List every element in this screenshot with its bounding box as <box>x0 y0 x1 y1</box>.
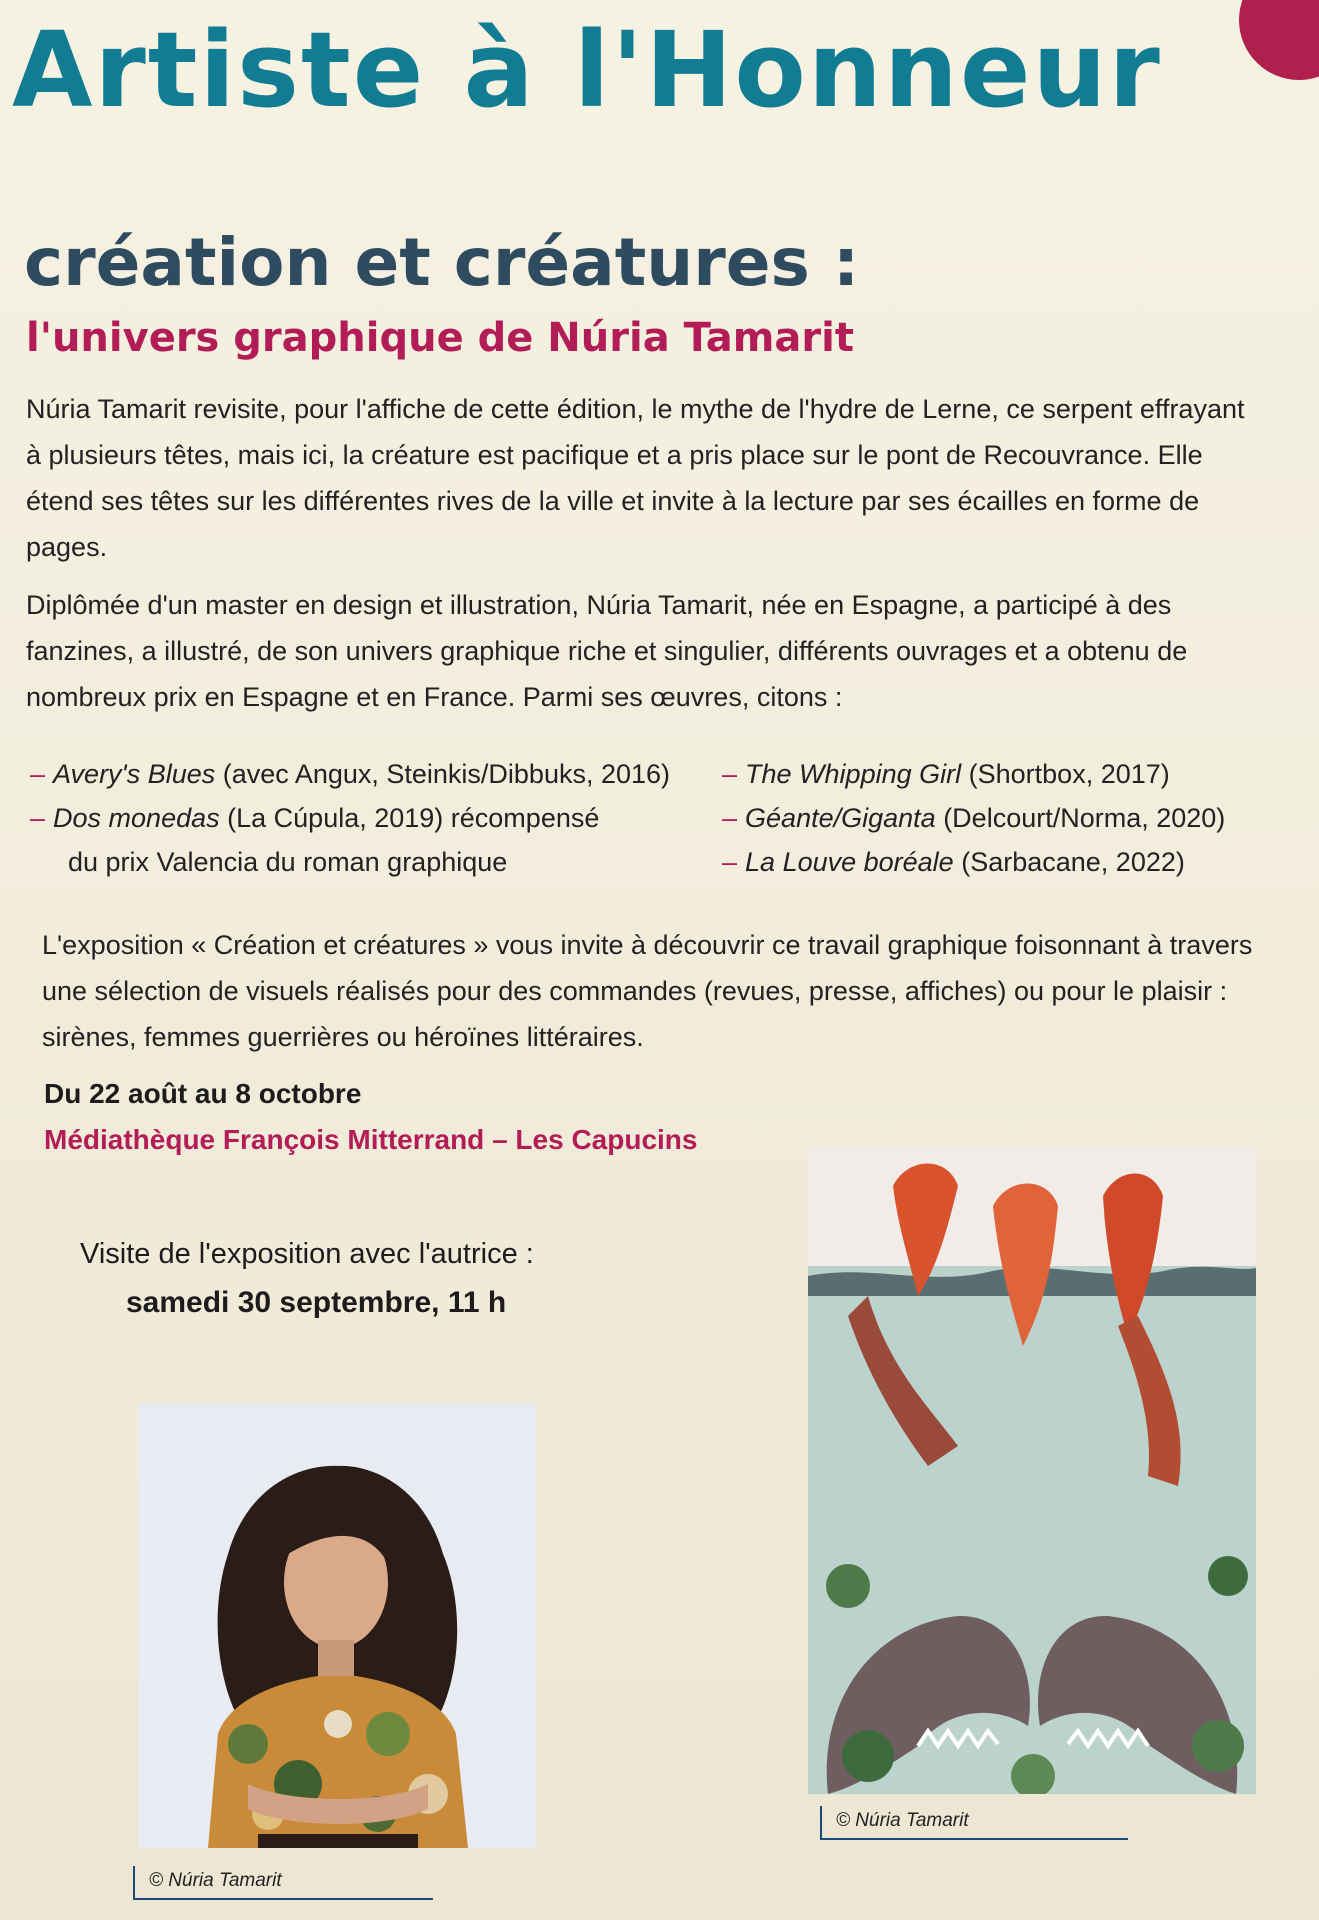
dash-marker: – <box>722 803 738 833</box>
work-title: Dos monedas <box>53 803 220 833</box>
artwork-credit: © Núria Tamarit <box>820 1806 1128 1840</box>
work-title: The Whipping Girl <box>745 759 962 789</box>
work-item <box>722 796 1312 840</box>
work-detail: (avec Angux, Steinkis/Dibbuks, 2016) <box>222 759 671 789</box>
artist-portrait-illustration <box>138 1404 536 1848</box>
work-detail: (Sarbacane, 2022) <box>961 847 1185 877</box>
work-item <box>722 752 1312 796</box>
artwork-illustration <box>808 1146 1256 1794</box>
work-detail: (La Cúpula, 2019) récompensé <box>227 803 600 833</box>
visit-date: samedi 30 septembre, 11 h <box>126 1286 507 1319</box>
intro-paragraph-1: Núria Tamarit revisite, pour l'affiche de cette édition, le mythe de l'hydre de Lerne, ce serpent effrayant à plusieurs têtes, mais ici, la créature est pacifique et a pris place sur le pont de Recouvrance. Elle étend ses têtes sur les différentes rives de la ville et invite à la lecture par ses écailles en forme de pages. <box>26 394 1245 562</box>
exhibition-venue: Médiathèque François Mitterrand – Les Capucins <box>44 1124 698 1155</box>
exhibition-tagline: l'univers graphique de Núria Tamarit <box>26 315 854 361</box>
work-detail: (Shortbox, 2017) <box>968 759 1170 789</box>
work-detail: (Delcourt/Norma, 2020) <box>943 803 1226 833</box>
work-title: La Louve boréale <box>745 847 954 877</box>
exposition-paragraph: L'exposition « Création et créatures » vous invite à découvrir ce travail graphique foisonnant à travers une sélection de visuels réalisés pour des commandes (revues, presse, affiches) ou pour le plaisir : sirènes, femmes guerrières ou héroïnes littéraires. <box>42 930 1253 1052</box>
exhibition-dates: Du 22 août au 8 octobre <box>44 1078 362 1109</box>
dash-marker: – <box>722 847 738 877</box>
dash-marker: – <box>30 759 46 789</box>
photo-credit: © Núria Tamarit <box>133 1866 433 1900</box>
mermaids-sharks-illustration <box>808 1146 1256 1794</box>
work-item <box>30 752 720 796</box>
main-title: Artiste à l'Honneur <box>12 9 1162 131</box>
work-item <box>722 840 1312 884</box>
exhibition-subtitle: création et créatures : <box>24 224 860 301</box>
dash-marker: – <box>30 803 46 833</box>
works-list-right <box>722 752 1312 884</box>
works-list-left <box>30 752 720 884</box>
work-detail-continued: du prix Valencia du roman graphique <box>68 847 508 877</box>
corner-decoration <box>1239 0 1319 80</box>
work-title: Avery's Blues <box>53 759 216 789</box>
dash-marker: – <box>722 759 738 789</box>
work-item <box>30 796 720 884</box>
intro-paragraph-2: Diplômée d'un master en design et illustration, Núria Tamarit, née en Espagne, a participé à des fanzines, a illustré, de son univers graphique riche et singulier, différents ouvrages et a obtenu de nombreux prix en Espagne et en France. Parmi ses œuvres, citons : <box>26 590 1188 712</box>
work-title: Géante/Giganta <box>745 803 936 833</box>
visit-label: Visite de l'exposition avec l'autrice : <box>80 1238 534 1270</box>
artist-photo <box>138 1404 536 1848</box>
